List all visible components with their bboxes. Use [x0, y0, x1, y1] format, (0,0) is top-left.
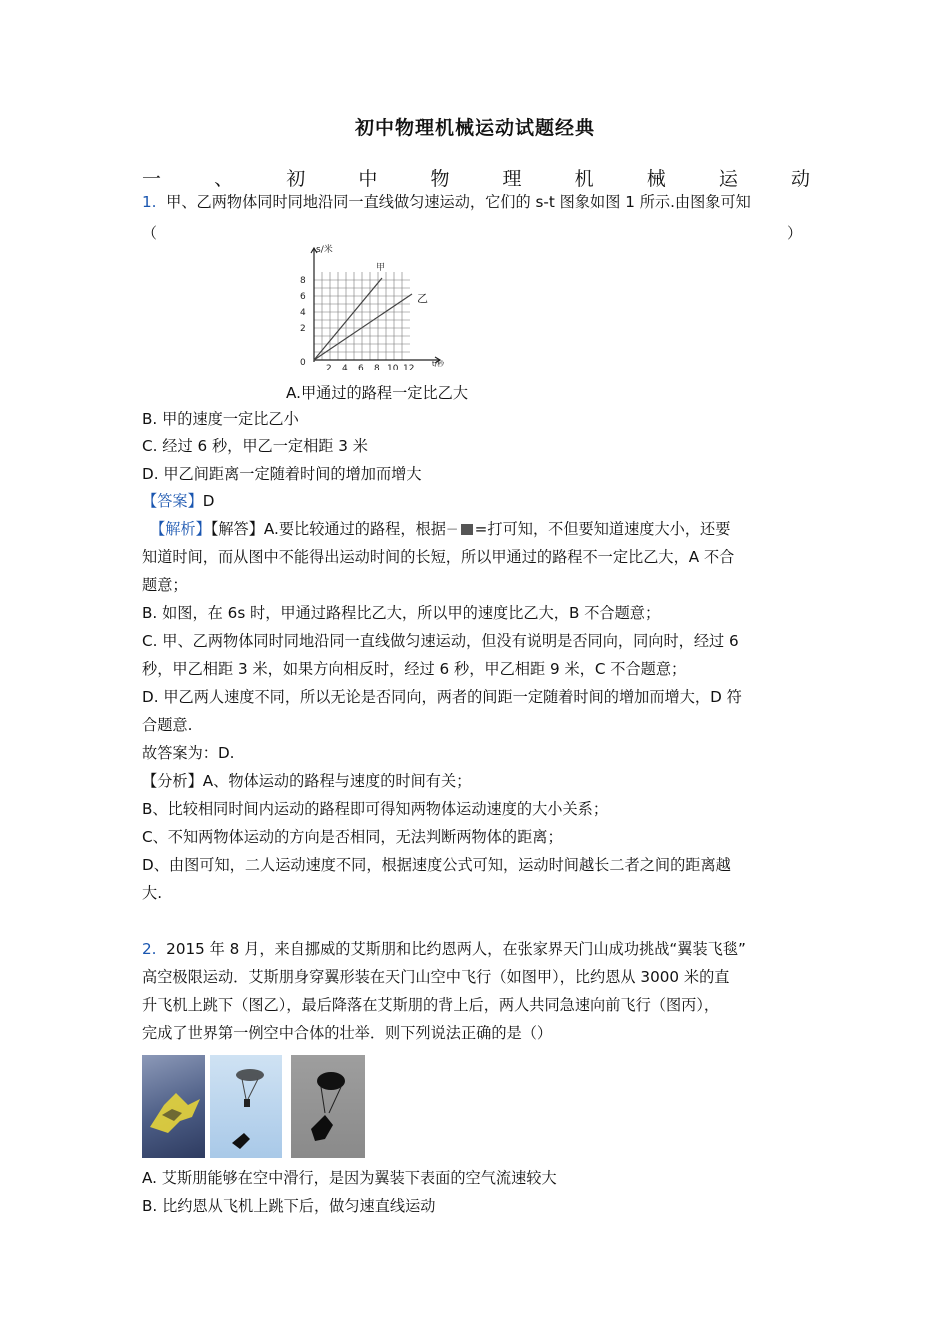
section-char: 一: [142, 168, 162, 190]
q2-option-b: B. 比约恩从飞机上跳下后，做匀速直线运动: [142, 1197, 436, 1215]
section-char: 运: [718, 168, 738, 190]
fenxi-text: B、比较相同时间内运动的路程即可得知两物体运动速度的大小关系；: [142, 800, 609, 818]
y-tick-label: 4: [300, 308, 306, 318]
analysis-text: A.要比较通过的路程，根据: [263, 520, 446, 538]
paren-open: （: [142, 224, 158, 242]
series-label-yi: 乙: [417, 292, 428, 305]
series-label-jia: 甲: [376, 263, 386, 273]
page-title: 初中物理机械运动试题经典: [354, 117, 595, 139]
section-char: 动: [790, 168, 810, 190]
q1-option-b: B. 甲的速度一定比乙小: [142, 410, 299, 428]
fenxi-text: 大.: [142, 884, 163, 902]
answer-value: D: [202, 492, 215, 510]
q2-number: 2.: [142, 940, 157, 958]
q1-analysis-line: 【解析】【解答】A.要比较通过的路程，根据− =打可知，不但要知道速度大小，还要: [150, 520, 731, 538]
q1-option-a: A.甲通过的路程一定比乙大: [286, 384, 469, 402]
q1-number: 1.: [142, 193, 157, 211]
fenxi-text: D、由图可知，二人运动速度不同，根据速度公式可知，运动时间越长二者之间的距离越: [142, 856, 731, 874]
fenxi-text: A、物体运动的路程与速度的时间有关；: [202, 772, 472, 790]
x-tick-label: 2: [326, 364, 332, 370]
conclusion-text: 故答案为：D.: [142, 744, 235, 762]
fenxi-text: C、不知两物体运动的方向是否相同，无法判断两物体的距离；: [142, 828, 563, 846]
q1-stem-text: 甲、乙两物体同时同地沿同一直线做匀速运动，它们的 s-t 图象如图 1 所示.由图象可知: [166, 193, 751, 211]
analysis-text: 秒，甲乙相距 3 米，如果方向相反时，经过 6 秒，甲乙相距 9 米，C 不合题意；: [142, 660, 687, 678]
analysis-text: C. 甲、乙两物体同时同地沿同一直线做匀速运动，但没有说明是否同向，同向时，经过 6: [142, 632, 739, 650]
q1-answer-paren: [142, 222, 802, 243]
q1-option-d: D. 甲乙间距离一定随着时间的增加而增大: [142, 465, 422, 483]
answer-tag: 【答案】: [142, 492, 203, 510]
section-char: 械: [646, 168, 666, 190]
series-line-jia: [314, 278, 382, 360]
s-t-graph: [292, 244, 452, 370]
analysis-text: 题意；: [142, 576, 188, 594]
q1-option-c: C. 经过 6 秒，甲乙一定相距 3 米: [142, 437, 368, 455]
section-char: 、: [214, 168, 234, 190]
q2-stem-line: [142, 939, 810, 959]
solve-tag: 【解答】: [210, 520, 264, 538]
section-heading: [142, 164, 810, 191]
section-char: 理: [502, 168, 522, 190]
q2-stem-text: 完成了世界第一例空中合体的壮举．则下列说法正确的是（）: [142, 1024, 553, 1042]
y-tick-label: 2: [300, 324, 306, 334]
photo-wingsuit-jia: [142, 1055, 205, 1158]
paren-close: ）: [786, 224, 802, 242]
section-char: 物: [430, 168, 450, 190]
fenxi-tag: 【分析】: [142, 772, 203, 790]
analysis-text: B. 如图，在 6s 时，甲通过路程比乙大，所以甲的速度比乙大，B 不合题意；: [142, 604, 661, 622]
q1-answer: [142, 491, 810, 511]
x-tick-label: 8: [374, 364, 380, 370]
y-axis-label: s/米: [316, 245, 333, 255]
q2-stem-text: 2015 年 8 月，来自挪威的艾斯朋和比约恩两人，在张家界天门山成功挑战“翼装飞毯”: [166, 940, 746, 958]
fenxi-line: [142, 771, 810, 791]
section-char: 中: [358, 168, 378, 190]
x-tick-label: 4: [342, 364, 348, 370]
x-tick-label: 6: [358, 364, 364, 370]
analysis-text: D. 甲乙两人速度不同，所以无论是否同向，两者的间距一定随着时间的增加而增大，D 符: [142, 688, 742, 706]
photo-combine-bing: [291, 1055, 365, 1158]
section-char: 机: [574, 168, 594, 190]
section-char: 初: [286, 168, 306, 190]
q2-stem-text: 高空极限运动．艾斯朋身穿翼形装在天门山空中飞行（如图甲），比约恩从 3000 米的直: [142, 968, 730, 986]
formula-image: [461, 524, 473, 535]
q2-stem-text: 升飞机上跳下（图乙），最后降落在艾斯朋的背上后，两人共同急速向前飞行（图丙），: [142, 996, 720, 1014]
photo-jump-yi: [210, 1055, 282, 1158]
y-tick-label: 8: [300, 276, 306, 286]
x-tick-label: 10: [387, 364, 399, 370]
analysis-text: =打可知，不但要知道速度大小，还要: [474, 520, 731, 538]
analysis-text: 知道时间，而从图中不能得出运动时间的长短，所以甲通过的路程不一定比乙大，A 不合: [142, 548, 735, 566]
x-tick-label: 12: [403, 364, 415, 370]
analysis-text: 合题意.: [142, 716, 193, 734]
q1-stem: [142, 192, 810, 212]
y-tick-label: 6: [300, 292, 306, 302]
x-axis-label: t/秒: [432, 360, 445, 368]
analysis-tag: 【解析】: [150, 520, 211, 538]
y-tick-label: 0: [300, 358, 306, 368]
q2-option-a: A. 艾斯朋能够在空中滑行，是因为翼装下表面的空气流速较大: [142, 1169, 557, 1187]
